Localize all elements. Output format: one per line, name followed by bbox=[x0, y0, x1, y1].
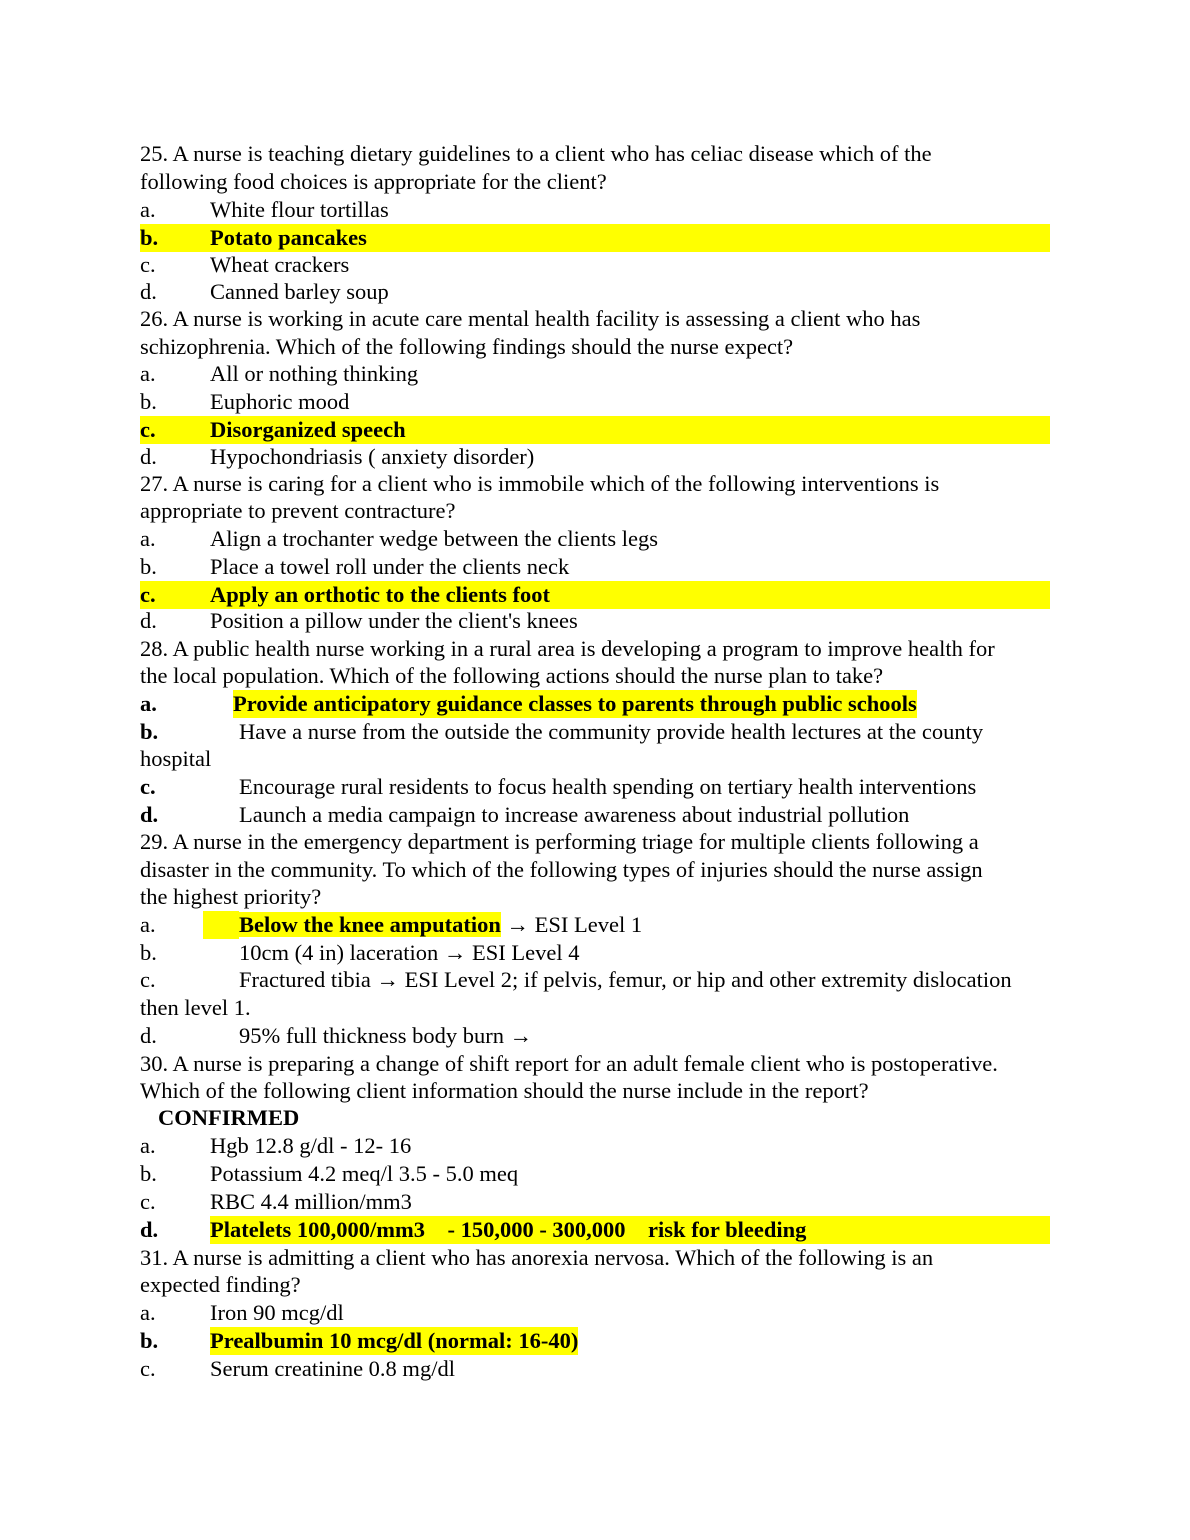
option-letter: c. bbox=[140, 1356, 156, 1381]
q28-option-b-continuation: hospital bbox=[140, 746, 212, 771]
option-text: 10cm (4 in) laceration → ESI Level 4 bbox=[239, 940, 580, 965]
q28-stem-line-1: 28. A public health nurse working in a rural area is developing a program to improve health for bbox=[140, 636, 995, 661]
q25-stem-line-1: 25. A nurse is teaching dietary guidelines to a client who has celiac disease which of the bbox=[140, 141, 932, 166]
option-text: Potassium 4.2 meq/l 3.5 - 5.0 meq bbox=[210, 1161, 519, 1186]
q30-stem-line-2: Which of the following client information should the nurse include in the report? bbox=[140, 1078, 869, 1103]
q30-stem-line-1: 30. A nurse is preparing a change of shift report for an adult female client who is postoperative. bbox=[140, 1051, 998, 1076]
q29-option-c-continuation: then level 1. bbox=[140, 995, 251, 1020]
option-letter: b. bbox=[140, 719, 159, 744]
option-text-highlighted: Below the knee amputation bbox=[239, 912, 501, 937]
option-letter: c. bbox=[140, 774, 156, 799]
option-letter: c. bbox=[140, 1189, 156, 1214]
option-letter: a. bbox=[140, 691, 157, 716]
q31-stem-line-1: 31. A nurse is admitting a client who has anorexia nervosa. Which of the following is an bbox=[140, 1245, 934, 1270]
option-letter: c. bbox=[140, 252, 156, 277]
q30-confirmed-label: CONFIRMED bbox=[158, 1105, 300, 1130]
option-text: Have a nurse from the outside the community provide health lectures at the county bbox=[239, 719, 984, 744]
option-text-highlighted: Prealbumin 10 mcg/dl (normal: 16-40) bbox=[210, 1328, 579, 1353]
option-letter: d. bbox=[140, 1217, 159, 1242]
highlight-lead bbox=[203, 911, 239, 939]
option-text: RBC 4.4 million/mm3 bbox=[210, 1189, 412, 1214]
option-letter: b. bbox=[140, 225, 159, 250]
option-letter: d. bbox=[140, 608, 157, 633]
option-text: 95% full thickness body burn → bbox=[239, 1023, 533, 1048]
option-note: → ESI Level 1 bbox=[500, 912, 643, 937]
option-letter: b. bbox=[140, 554, 157, 579]
option-text: Disorganized speech bbox=[210, 417, 406, 442]
option-letter: a. bbox=[140, 912, 156, 937]
q28-stem-line-2: the local population. Which of the following actions should the nurse plan to take? bbox=[140, 663, 884, 688]
q27-stem-line-1: 27. A nurse is caring for a client who is immobile which of the following interventions is bbox=[140, 471, 940, 496]
option-text: White flour tortillas bbox=[210, 197, 389, 222]
option-text: All or nothing thinking bbox=[210, 361, 419, 386]
option-text: Potato pancakes bbox=[210, 225, 367, 250]
option-text: Encourage rural residents to focus health spending on tertiary health interventions bbox=[239, 774, 977, 799]
q29-stem-line-3: the highest priority? bbox=[140, 884, 322, 909]
option-letter: d. bbox=[140, 802, 159, 827]
option-letter: b. bbox=[140, 940, 157, 965]
q29-stem-line-1: 29. A nurse in the emergency department is performing triage for multiple clients following a bbox=[140, 829, 979, 854]
option-text: Position a pillow under the client's knees bbox=[210, 608, 578, 633]
q31-stem-line-2: expected finding? bbox=[140, 1272, 301, 1297]
option-text: Platelets 100,000/mm3 - 150,000 - 300,000 risk for bleeding bbox=[210, 1217, 807, 1242]
option-text: Euphoric mood bbox=[210, 389, 350, 414]
q26-stem-line-1: 26. A nurse is working in acute care mental health facility is assessing a client who has bbox=[140, 306, 921, 331]
option-text: Hypochondriasis ( anxiety disorder) bbox=[210, 444, 535, 469]
option-letter: a. bbox=[140, 1133, 156, 1158]
q27-stem-line-2: appropriate to prevent contracture? bbox=[140, 498, 456, 523]
option-text: Apply an orthotic to the clients foot bbox=[210, 582, 550, 607]
option-letter: c. bbox=[140, 582, 156, 607]
option-text-highlighted: Provide anticipatory guidance classes to parents through public schools bbox=[233, 691, 917, 716]
q25-stem-line-2: following food choices is appropriate for the client? bbox=[140, 169, 607, 194]
option-text: Fractured tibia → ESI Level 2; if pelvis, femur, or hip and other extremity dislocation bbox=[239, 967, 1012, 992]
option-text: Place a towel roll under the clients neck bbox=[210, 554, 570, 579]
option-letter: d. bbox=[140, 1023, 157, 1048]
option-letter: a. bbox=[140, 361, 156, 386]
q29-stem-line-2: disaster in the community. To which of the following types of injuries should the nurse assign bbox=[140, 857, 983, 882]
q26-stem-line-2: schizophrenia. Which of the following findings should the nurse expect? bbox=[140, 334, 794, 359]
option-letter: a. bbox=[140, 1300, 156, 1325]
option-text: Wheat crackers bbox=[210, 252, 350, 277]
option-letter: a. bbox=[140, 526, 156, 551]
option-letter: b. bbox=[140, 1161, 157, 1186]
option-letter: b. bbox=[140, 1328, 159, 1353]
option-text: Canned barley soup bbox=[210, 279, 389, 304]
option-letter: d. bbox=[140, 279, 157, 304]
option-letter: a. bbox=[140, 197, 156, 222]
option-answer-group bbox=[239, 911, 642, 939]
option-text: Launch a media campaign to increase awareness about industrial pollution bbox=[239, 802, 910, 827]
option-letter: c. bbox=[140, 967, 156, 992]
option-letter: b. bbox=[140, 389, 157, 414]
option-text: Serum creatinine 0.8 mg/dl bbox=[210, 1356, 455, 1381]
option-letter: d. bbox=[140, 444, 157, 469]
option-text: Align a trochanter wedge between the clients legs bbox=[210, 526, 658, 551]
option-text: Iron 90 mcg/dl bbox=[210, 1300, 344, 1325]
option-letter: c. bbox=[140, 417, 156, 442]
option-text: Hgb 12.8 g/dl - 12- 16 bbox=[210, 1133, 412, 1158]
